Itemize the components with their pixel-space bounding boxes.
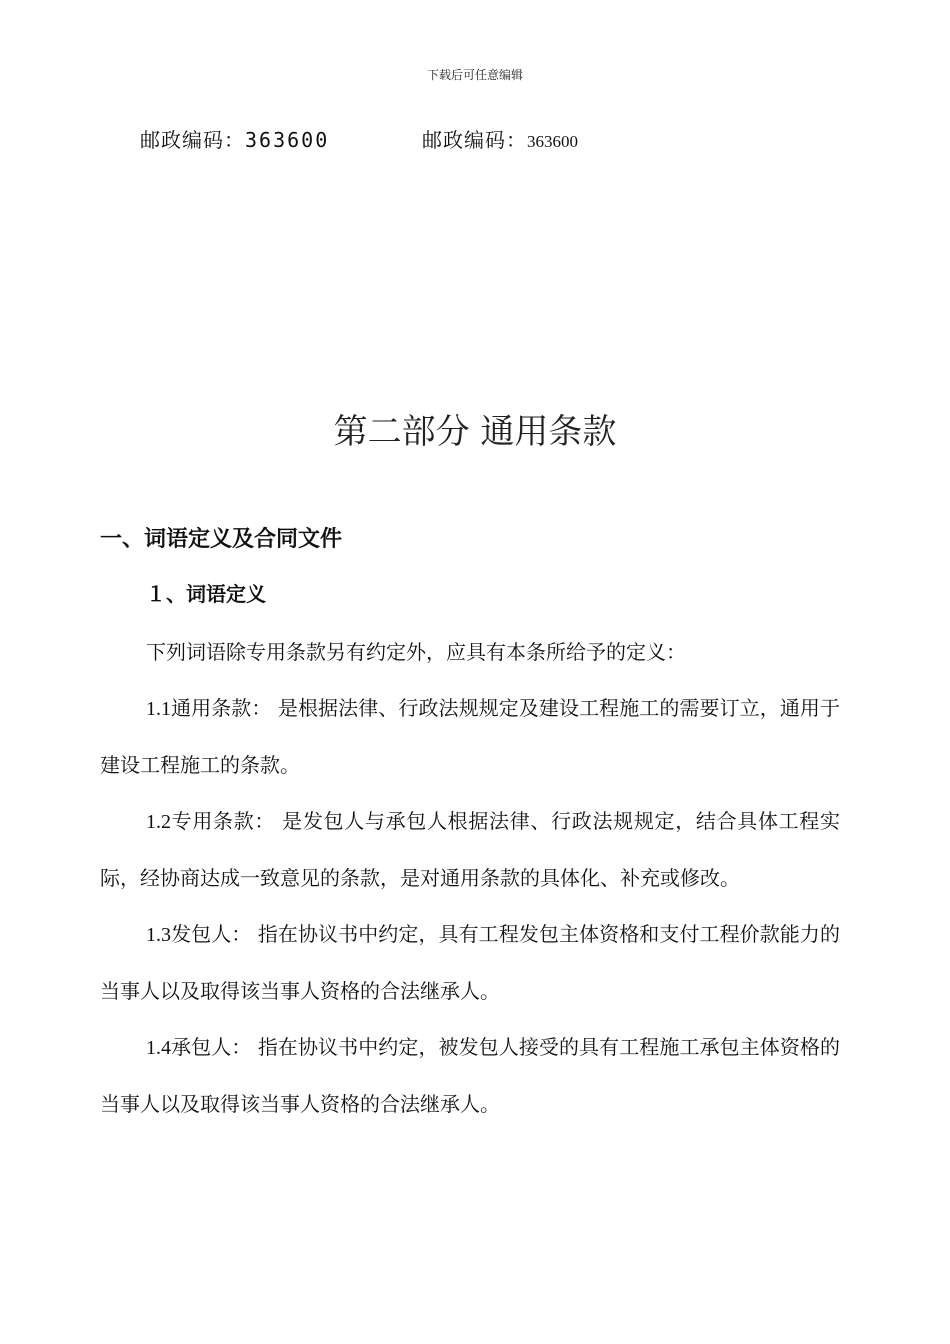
section-heading: 一、词语定义及合同文件 xyxy=(100,527,343,552)
definition-paragraph xyxy=(100,906,840,1019)
postal-code-right xyxy=(422,124,578,153)
definition-text: 承包人： 指在协议书中约定，被发包人接受的具有工程施工承包主体资格的当事人以及取得该当事人资格的合法继承人。 xyxy=(100,1035,840,1116)
postal-code-row xyxy=(140,124,578,153)
sub-heading: １、词语定义 xyxy=(146,582,266,606)
definition-number: 1.3 xyxy=(146,924,171,946)
definition-number: 1.2 xyxy=(146,811,171,833)
part-title: 第二部分 通用条款 xyxy=(333,412,617,452)
postal-code-left-label: 邮政编码： xyxy=(140,128,245,152)
intro-paragraph: 下列词语除专用条款另有约定外，应具有本条所给予的定义： xyxy=(146,640,686,664)
postal-code-right-value: 363600 xyxy=(527,132,578,151)
definition-number: 1.4 xyxy=(146,1037,171,1059)
definition-text: 发包人： 指在协议书中约定，具有工程发包主体资格和支付工程价款能力的当事人以及取得该当事人资格的合法继承人。 xyxy=(100,922,840,1003)
postal-code-right-label: 邮政编码： xyxy=(422,128,527,152)
body-text xyxy=(100,624,840,1132)
postal-code-left-value: 363600 xyxy=(245,128,330,152)
definition-paragraph xyxy=(100,1019,840,1132)
definition-text: 通用条款： 是根据法律、行政法规规定及建设工程施工的需要订立，通用于建设工程施工的条款。 xyxy=(100,696,840,777)
postal-code-left xyxy=(140,124,422,153)
header-note: 下载后可任意编辑 xyxy=(426,68,523,82)
definition-paragraph xyxy=(100,680,840,793)
definition-text: 专用条款： 是发包人与承包人根据法律、行政法规规定，结合具体工程实际，经协商达成一致意见的条款，是对通用条款的具体化、补充或修改。 xyxy=(100,809,840,890)
definition-paragraph xyxy=(100,793,840,906)
definition-number: 1.1 xyxy=(146,698,171,720)
